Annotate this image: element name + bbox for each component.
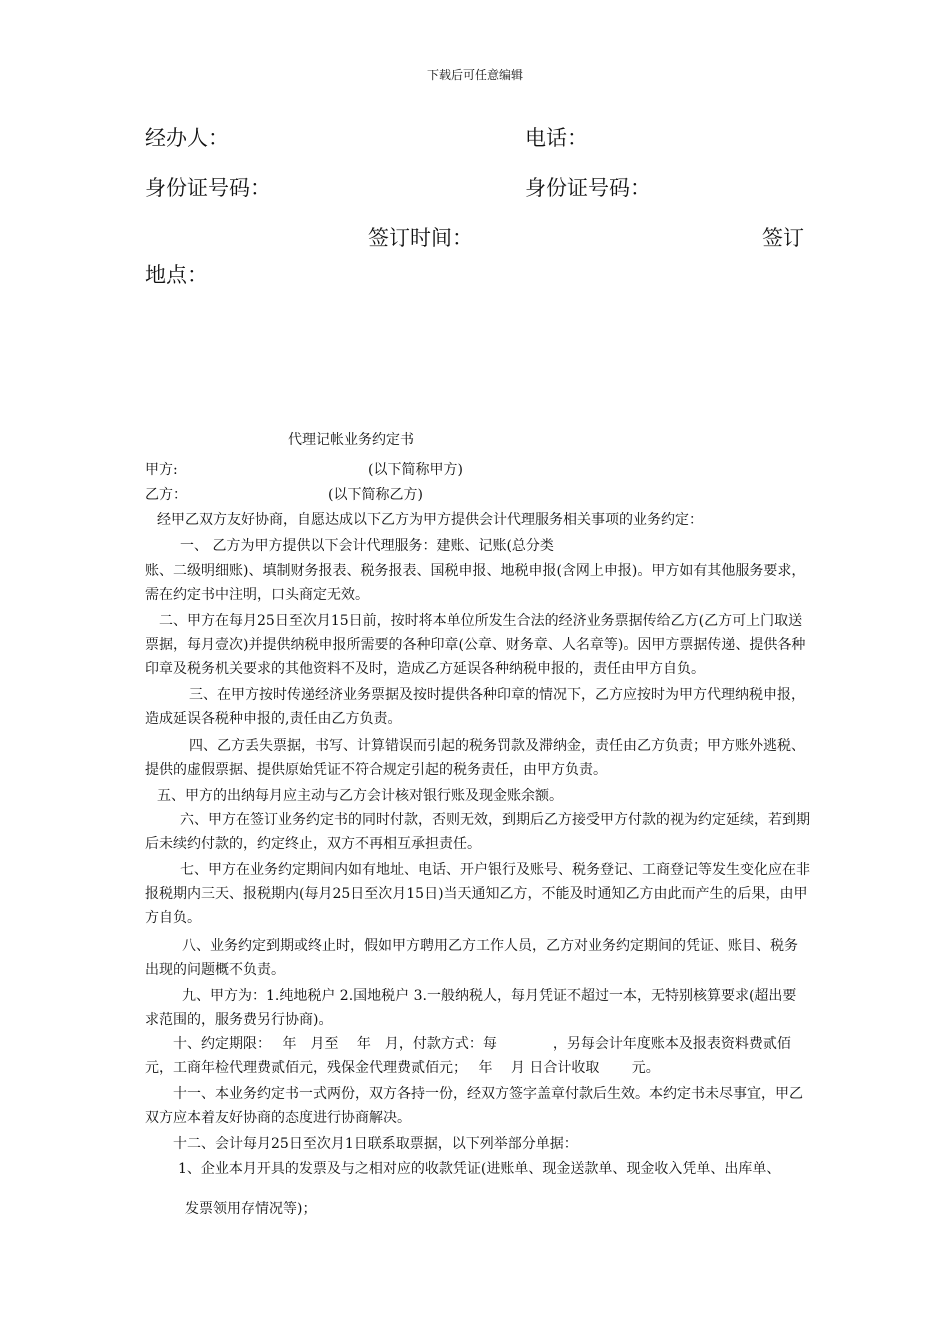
clause-7: 七、甲方在业务约定期间内如有地址、电话、开户银行及账号、税务登记、工商登记等发生变化应在非报税期内三天、报税期内(每月25日至次月15日)当天通知乙方，不能及时通知乙方由此而产生的后果，由甲方自负。 (145, 862, 810, 926)
intro-paragraph: 经甲乙双方友好协商，自愿达成以下乙方为甲方提供会计代理服务相关事项的业务约定： (157, 512, 703, 528)
clause-5: 五、甲方的出纳每月应主动与乙方会计核对银行账及现金账余额。 (157, 788, 563, 804)
clause-4: 四、乙方丢失票据，书写、计算错误而引起的税务罚款及滞纳金，责任由乙方负责；甲方账外逃税、提供的虚假票据、提供原始凭证不符合规定引起的税务责任，由甲方负责。 (145, 738, 805, 778)
phone-label: 电话： (525, 126, 588, 150)
party-b-note: (以下简称乙方) (328, 487, 423, 503)
clause-2: 二、甲方在每月25日至次月15日前，按时将本单位所发生合法的经济业务票据传给乙方(乙方可上门取送票据，每月壹次)并提供纳税申报所需要的各种印章(公章、财务章、人名章等)。因甲方票据传递、提供各种印章及税务机关要求的其他资料不及时，造成乙方延误各种纳税申报的，责任由甲方自负。 (145, 613, 806, 677)
clause-1-first-line: 一、 乙方为甲方提供以下会计代理服务：建账、记账(总分类 (180, 538, 554, 554)
clause-12: 十二、会计每月25日至次月1日联系取票据，以下列举部分单据： (173, 1136, 578, 1152)
id-number-label-right: 身份证号码： (525, 176, 651, 200)
handler-label: 经办人： (145, 126, 229, 150)
clause-10: 十、约定期限： 年 月至 年 月，付款方式：每 ，另每会计年度账本及报表资料费贰佰元，工商年检代理费贰佰元，残保金代理费贰佰元； 年 月 日合计收取 元。 (145, 1036, 791, 1076)
clause-8: 八、业务约定到期或终止时，假如甲方聘用乙方工作人员，乙方对业务约定期间的凭证、账目、税务出现的问题概不负责。 (145, 938, 798, 978)
sign-place-label-part2: 地点： (145, 263, 208, 287)
download-note: 下载后可任意编辑 (426, 68, 523, 82)
party-a-label: 甲方: (145, 462, 178, 478)
sign-time-label: 签订时间： (368, 226, 473, 250)
clause-6: 六、甲方在签订业务约定书的同时付款，否则无效，到期后乙方接受甲方付款的视为约定延续，若到期后未续约付款的，约定终止，双方不再相互承担责任。 (145, 812, 810, 852)
clause-9: 九、甲方为：1.纯地税户 2.国地税户 3.一般纳税人，每月凭证不超过一本，无特别核算要求(超出要求范围的，服务费另行协商)。 (145, 988, 797, 1028)
clause-11: 十一、本业务约定书一式两份，双方各持一份，经双方签字盖章付款后生效。本约定书未尽事宜，甲乙双方应本着友好协商的态度进行协商解决。 (145, 1086, 803, 1126)
party-a-note: (以下简称甲方) (368, 462, 463, 478)
clause-12-item-1-line-1: 1、企业本月开具的发票及与之相对应的收款凭证(进账单、现金送款单、现金收入凭单、出库单、 (178, 1161, 781, 1177)
sign-place-label-part1: 签订 (762, 226, 804, 250)
contract-title: 代理记帐业务约定书 (288, 432, 414, 448)
id-number-label-left: 身份证号码： (145, 176, 271, 200)
clause-1-rest: 账、二级明细账)、填制财务报表、税务报表、国税申报、地税申报(含网上申报)。甲方如有其他服务要求，需在约定书中注明，口头商定无效。 (145, 563, 806, 603)
party-b-label: 乙方： (145, 487, 187, 503)
clause-12-item-1-line-2: 发票领用存情况等)； (185, 1201, 317, 1217)
clause-3: 三、在甲方按时传递经济业务票据及按时提供各种印章的情况下，乙方应按时为甲方代理纳税申报，造成延误各税种申报的,责任由乙方负责。 (145, 687, 805, 727)
